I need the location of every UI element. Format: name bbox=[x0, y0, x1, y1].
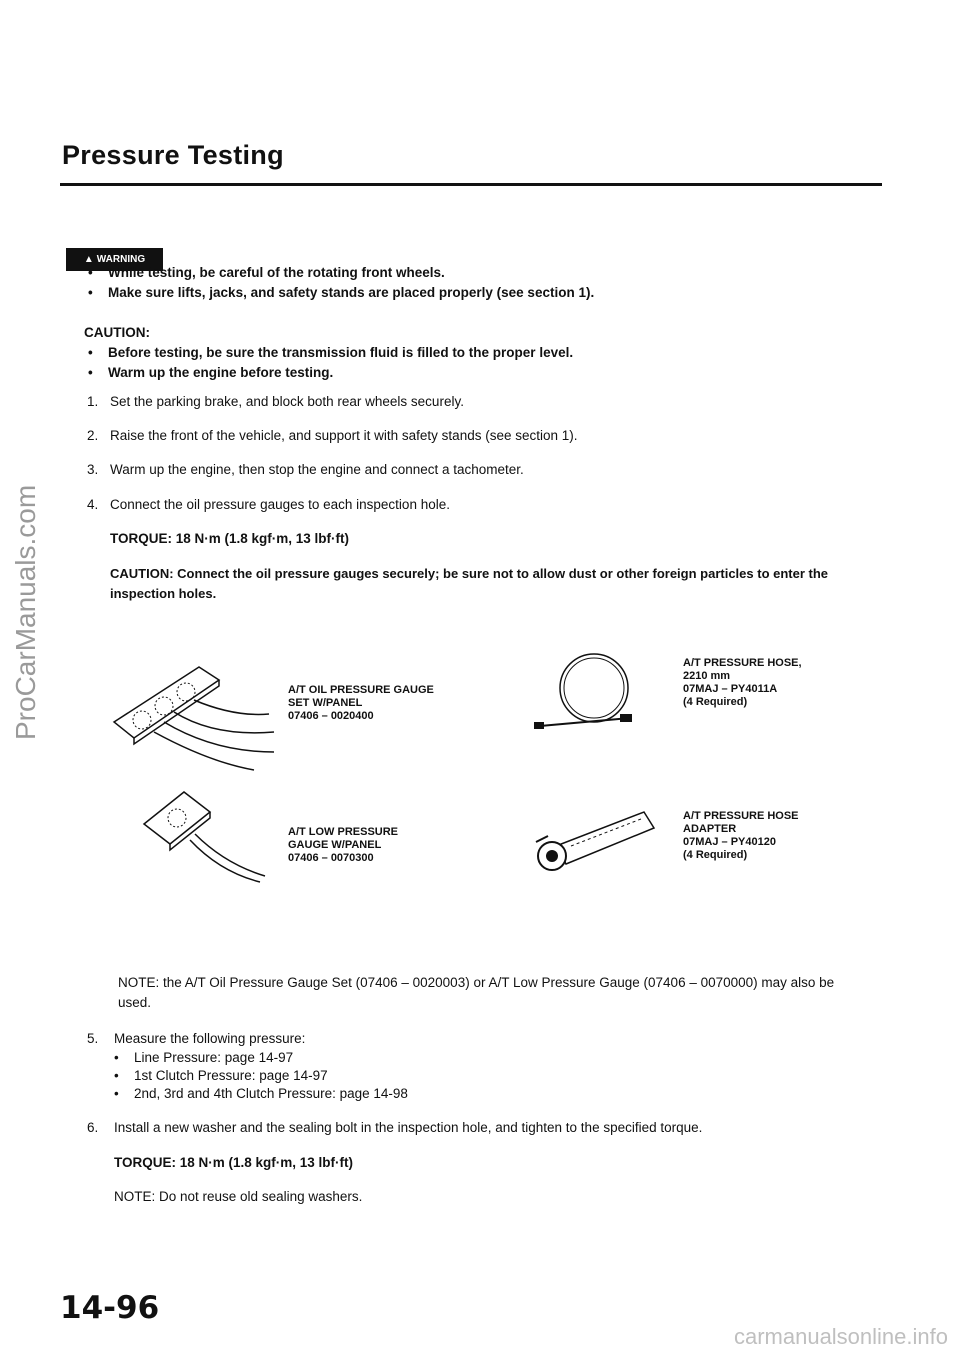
hose-adapter-illustration bbox=[526, 806, 666, 878]
bullet-icon: • bbox=[114, 1050, 119, 1065]
caution-2-text-cont: inspection holes. bbox=[110, 586, 217, 601]
bullet-icon: • bbox=[88, 365, 93, 380]
torque-spec-1: TORQUE: 18 N·m (1.8 kgf·m, 13 lbf·ft) bbox=[110, 531, 350, 546]
step-text: Raise the front of the vehicle, and support it with safety stands (see section 1). bbox=[110, 428, 578, 443]
bullet-icon: • bbox=[88, 345, 93, 360]
tool-label-gauge-set: A/T OIL PRESSURE GAUGE SET W/PANEL 07406 – 0020400 bbox=[288, 684, 434, 722]
caution-2-label: CAUTION: bbox=[110, 566, 174, 581]
step-number: 2. bbox=[87, 428, 99, 443]
note-washers: NOTE: Do not reuse old sealing washers. bbox=[114, 1189, 363, 1204]
bullet-icon: • bbox=[114, 1068, 119, 1083]
caution-item-2: • Warm up the engine before testing. bbox=[88, 365, 334, 380]
note-alternate-gauges-cont: used. bbox=[118, 995, 152, 1010]
torque-spec-2: TORQUE: 18 N·m (1.8 kgf·m, 13 lbf·ft) bbox=[114, 1155, 354, 1170]
watermark-bottom: carmanualsonline.info bbox=[733, 1324, 948, 1349]
warning-badge-label: WARNING bbox=[96, 254, 146, 265]
warning-item-1: • While testing, be careful of the rotating front wheels. bbox=[88, 265, 445, 280]
pressure-item-3: • 2nd, 3rd and 4th Clutch Pressure: page 14-98 bbox=[114, 1086, 408, 1101]
caution-item-1: • Before testing, be sure the transmission fluid is filled to the proper level. bbox=[88, 345, 574, 360]
pressure-hose-illustration bbox=[530, 648, 640, 738]
note-alternate-gauges: NOTE: the A/T Oil Pressure Gauge Set (07406 – 0020003) or A/T Low Pressure Gauge (07406 – 0070000) may also be bbox=[118, 975, 835, 990]
bullet-icon: • bbox=[88, 285, 93, 300]
page-number: 14-96 bbox=[60, 1290, 160, 1326]
step-text: Measure the following pressure: bbox=[114, 1031, 306, 1046]
title-rule bbox=[60, 183, 882, 186]
step-text: Connect the oil pressure gauges to each inspection hole. bbox=[110, 497, 450, 512]
caution-2-text: Connect the oil pressure gauges securely; be sure not to allow dust or other foreign particles to enter the bbox=[177, 566, 829, 581]
warning-item-2: • Make sure lifts, jacks, and safety stands are placed properly (see section 1). bbox=[88, 285, 595, 300]
step-number: 6. bbox=[87, 1120, 99, 1135]
bullet-icon: • bbox=[114, 1086, 119, 1101]
step-number: 3. bbox=[87, 462, 99, 477]
pressure-item-2: • 1st Clutch Pressure: page 14-97 bbox=[114, 1068, 328, 1083]
tool-label-low-gauge: A/T LOW PRESSURE GAUGE W/PANEL 07406 – 0070300 bbox=[288, 826, 399, 864]
bullet-icon: • bbox=[88, 265, 93, 280]
step-number: 5. bbox=[87, 1031, 99, 1046]
caution-2 bbox=[110, 566, 828, 581]
tool-label-hose: A/T PRESSURE HOSE, 2210 mm 07MAJ – PY4011A (4 Required) bbox=[683, 657, 802, 708]
pressure-item-1: • Line Pressure: page 14-97 bbox=[114, 1050, 294, 1065]
low-pressure-gauge-illustration bbox=[140, 784, 270, 884]
page-title: Pressure Testing bbox=[62, 140, 284, 170]
tool-label-adapter: A/T PRESSURE HOSE ADAPTER 07MAJ – PY40120 (4 Required) bbox=[683, 810, 799, 861]
step-text: Warm up the engine, then stop the engine and connect a tachometer. bbox=[110, 462, 524, 477]
watermark-side: ProCarManuals.com bbox=[10, 484, 41, 740]
step-number: 4. bbox=[87, 497, 99, 512]
caution-heading: CAUTION: bbox=[84, 325, 150, 340]
gauge-set-illustration bbox=[104, 652, 284, 772]
step-number: 1. bbox=[87, 394, 99, 409]
step-text: Set the parking brake, and block both rear wheels securely. bbox=[110, 394, 464, 409]
warning-triangle-icon: ▲ bbox=[83, 254, 94, 265]
step-text: Install a new washer and the sealing bolt in the inspection hole, and tighten to the specified torque. bbox=[114, 1120, 703, 1135]
